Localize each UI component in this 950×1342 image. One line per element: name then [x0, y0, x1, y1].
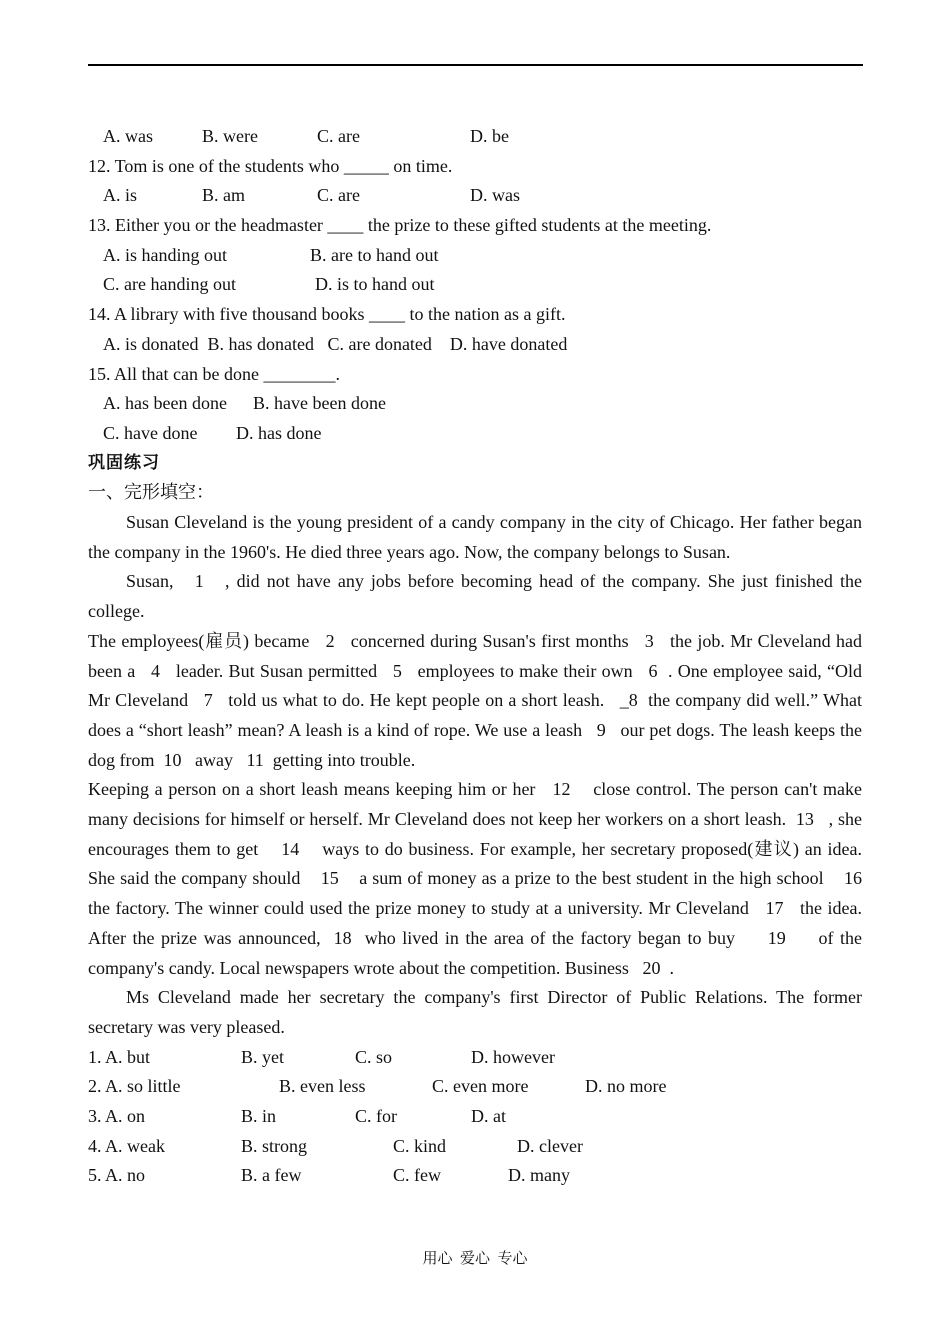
- option: D. clever: [517, 1135, 583, 1156]
- option: D. however: [471, 1046, 555, 1067]
- answer-row: [88, 1132, 862, 1162]
- option: A. is: [103, 185, 138, 206]
- option: B. even less: [279, 1076, 366, 1097]
- option: D. be: [470, 126, 509, 146]
- section-subheading: 一、完形填空：: [88, 482, 214, 503]
- q15-options-cd: [88, 419, 862, 449]
- option: A. is handing out: [103, 244, 227, 265]
- option: D. has done: [236, 422, 322, 443]
- passage-paragraph: Susan, 1 , did not have any jobs before becoming head of the company. She just finished the college.: [88, 571, 867, 622]
- option: C. for: [355, 1106, 397, 1127]
- answer-row: [88, 1072, 862, 1102]
- option: D. was: [470, 185, 520, 206]
- q12-options: [88, 181, 862, 211]
- option: C. are: [317, 185, 360, 206]
- q14-options: [88, 330, 862, 360]
- q14-stem: 14. A library with five thousand books ____ to the nation as a gift.: [88, 304, 566, 325]
- passage-paragraph: Keeping a person on a short leash means keeping him or her 12 close control. The person can't make many decisions for himself or herself. Mr Cleveland does not keep her workers on a short leash. 13 , she encourages them to get 14 ways to do business. For example, her secretary proposed(建议) an idea. She said the company should 15 a sum of money as a prize to the best student in the high school 16 the factory. The winner could used the prize money to study at a university. Mr Cleveland 17 the idea. After the prize was announced, 18 who lived in the area of the factory began to buy 19 of the company's candy. Local newspapers wrote about the competition. Business 20 .: [88, 779, 880, 978]
- option: C. are: [317, 126, 360, 146]
- option: C. are handing out: [103, 274, 236, 295]
- passage-paragraph: Susan Cleveland is the young president of a candy company in the city of Chicago. Her father began the company in the 1960's. He died three years ago. Now, the company belongs to Susan.: [88, 512, 867, 562]
- document-body: [88, 122, 880, 1191]
- option: D. is to hand out: [315, 274, 435, 295]
- option: B. are to hand out: [310, 244, 439, 265]
- q11-options: [88, 122, 862, 152]
- q15-options-ab: [88, 389, 862, 419]
- option: A. was: [103, 126, 153, 146]
- option: C. so: [355, 1046, 393, 1067]
- option: B. a few: [241, 1165, 302, 1186]
- option: C. have done: [103, 422, 198, 443]
- option: B. were: [202, 126, 258, 146]
- option: C. few: [393, 1165, 441, 1186]
- answer-row: [88, 1102, 862, 1132]
- option: B. yet: [241, 1046, 284, 1067]
- options-line: A. is donated B. has donated C. are donated D. have donated: [103, 333, 568, 354]
- option: B. strong: [241, 1135, 308, 1156]
- option: B. have been done: [253, 393, 386, 414]
- option: 2. A. so little: [88, 1076, 181, 1097]
- option: C. even more: [432, 1076, 529, 1097]
- option: C. kind: [393, 1135, 447, 1156]
- option: B. in: [241, 1106, 277, 1127]
- q13-stem: 13. Either you or the headmaster ____ the prize to these gifted students at the meeting.: [88, 215, 712, 236]
- option: 1. A. but: [88, 1046, 151, 1067]
- option: 4. A. weak: [88, 1135, 165, 1156]
- answer-row: [88, 1043, 862, 1073]
- q13-options-cd: [88, 270, 862, 300]
- section-heading: 巩固练习: [88, 452, 160, 473]
- option: A. has been done: [103, 393, 227, 414]
- option: D. many: [508, 1165, 570, 1186]
- q13-options-ab: [88, 241, 862, 271]
- passage-paragraph: The employees(雇员) became 2 concerned during Susan's first months 3 the job. Mr Cleveland had been a 4 leader. But Susan permitted 5 employees to make their own 6 . One employee said, “Old Mr Cleveland 7 told us what to do. He kept people on a short leash. _8 the company did well.” What does a “short leash” mean? A leash is a kind of rope. We use a leash 9 our pet dogs. The leash keeps the dog from 10 away 11 getting into trouble.: [88, 630, 867, 770]
- option: D. at: [471, 1106, 506, 1127]
- option: D. no more: [585, 1076, 667, 1097]
- option: B. am: [202, 185, 245, 206]
- q15-stem: 15. All that can be done ________.: [88, 363, 340, 384]
- answer-row: [88, 1161, 862, 1191]
- page-footer: 用心 爱心 专心: [422, 1251, 528, 1267]
- q12-stem: 12. Tom is one of the students who _____ on time.: [88, 155, 453, 176]
- passage-paragraph: Ms Cleveland made her secretary the company's first Director of Public Relations. The former secretary was very pleased.: [88, 987, 867, 1037]
- option: 3. A. on: [88, 1106, 146, 1127]
- header-rule: [88, 64, 863, 66]
- option: 5. A. no: [88, 1165, 146, 1186]
